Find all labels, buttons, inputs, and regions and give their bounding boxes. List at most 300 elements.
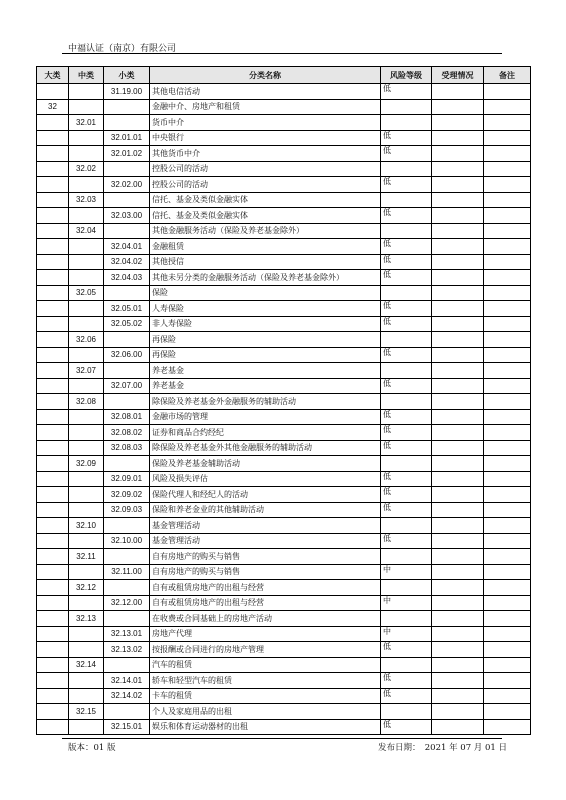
cell-risk [381,99,432,115]
cell-acceptance [432,347,484,363]
column-header-name: 分类名称 [150,67,381,84]
table-row [37,99,531,115]
cell-remarks [484,177,531,193]
cell-mid [69,425,104,441]
cell-mid [69,502,104,518]
cell-remarks [484,564,531,580]
table-row [37,239,531,255]
cell-minor [104,580,150,596]
classification-table [36,66,531,735]
cell-name: 金融中介、房地产和租赁 [150,99,381,115]
cell-remarks [484,518,531,534]
cell-major [37,642,69,658]
cell-mid [69,347,104,363]
cell-name: 货币中介 [150,115,381,131]
cell-risk: 低 [381,409,432,425]
cell-minor [104,223,150,239]
cell-remarks [484,270,531,286]
cell-risk: 低 [381,130,432,146]
cell-mid: 32.08 [69,394,104,410]
cell-mid [69,378,104,394]
cell-risk: 低 [381,301,432,317]
cell-minor [104,115,150,131]
cell-minor [104,518,150,534]
table-row [37,533,531,549]
cell-remarks [484,285,531,301]
table-row [37,518,531,534]
cell-risk: 低 [381,719,432,735]
table-row [37,378,531,394]
table-row [37,347,531,363]
cell-mid [69,533,104,549]
cell-remarks [484,580,531,596]
cell-minor: 32.06.00 [104,347,150,363]
cell-minor: 32.04.02 [104,254,150,270]
cell-remarks [484,626,531,642]
cell-mid [69,688,104,704]
cell-remarks [484,332,531,348]
cell-remarks [484,456,531,472]
cell-major [37,626,69,642]
cell-mid: 32.06 [69,332,104,348]
cell-major [37,363,69,379]
cell-remarks [484,192,531,208]
cell-remarks [484,363,531,379]
table-row [37,409,531,425]
cell-risk: 低 [381,487,432,503]
cell-remarks [484,595,531,611]
cell-acceptance [432,394,484,410]
cell-acceptance [432,471,484,487]
table-row [37,192,531,208]
cell-remarks [484,115,531,131]
cell-risk: 低 [381,239,432,255]
table-row [37,471,531,487]
cell-major [37,487,69,503]
cell-remarks [484,146,531,162]
column-header-major: 大类 [37,67,69,84]
cell-acceptance [432,177,484,193]
cell-name: 其他授信 [150,254,381,270]
cell-acceptance [432,611,484,627]
cell-name: 其他电信活动 [150,84,381,100]
cell-mid [69,471,104,487]
cell-mid: 32.12 [69,580,104,596]
cell-name: 信托、基金及类似金融实体 [150,208,381,224]
cell-remarks [484,688,531,704]
cell-risk: 低 [381,316,432,332]
cell-risk: 低 [381,378,432,394]
cell-risk [381,611,432,627]
cell-major [37,704,69,720]
footer-divider [62,738,502,739]
cell-acceptance [432,688,484,704]
cell-acceptance [432,332,484,348]
cell-remarks [484,611,531,627]
cell-major [37,301,69,317]
cell-major [37,115,69,131]
cell-name: 汽车的租赁 [150,657,381,673]
cell-acceptance [432,580,484,596]
cell-name: 再保险 [150,347,381,363]
cell-name: 自有房地产的购买与销售 [150,549,381,565]
table-row [37,208,531,224]
company-header: 中福认证（南京）有限公司 [68,44,177,54]
cell-major [37,285,69,301]
table-row [37,254,531,270]
table-row [37,688,531,704]
cell-risk [381,332,432,348]
cell-mid [69,270,104,286]
cell-name: 保险和养老金业的其他辅助活动 [150,502,381,518]
cell-major [37,239,69,255]
cell-risk [381,161,432,177]
table-row [37,146,531,162]
cell-major [37,146,69,162]
cell-acceptance [432,533,484,549]
cell-acceptance [432,549,484,565]
cell-minor: 32.08.01 [104,409,150,425]
cell-acceptance [432,363,484,379]
cell-mid [69,316,104,332]
cell-remarks [484,99,531,115]
cell-major [37,409,69,425]
cell-mid: 32.03 [69,192,104,208]
cell-risk: 低 [381,642,432,658]
cell-name: 其他未另分类的金融服务活动（保险及养老基金除外） [150,270,381,286]
column-header-mid: 中类 [69,67,104,84]
cell-name: 金融租赁 [150,239,381,255]
cell-acceptance [432,704,484,720]
header-divider [62,53,502,54]
cell-remarks [484,347,531,363]
cell-mid: 32.14 [69,657,104,673]
cell-minor [104,704,150,720]
cell-name: 证券和商品合约经纪 [150,425,381,441]
cell-risk: 低 [381,471,432,487]
cell-name: 按报酬或合同进行的房地产管理 [150,642,381,658]
cell-acceptance [432,285,484,301]
cell-minor [104,99,150,115]
cell-mid [69,99,104,115]
cell-major [37,688,69,704]
cell-minor [104,549,150,565]
cell-name: 轿车和轻型汽车的租赁 [150,673,381,689]
cell-risk [381,704,432,720]
cell-mid: 32.13 [69,611,104,627]
cell-remarks [484,84,531,100]
table-row [37,223,531,239]
cell-mid: 32.05 [69,285,104,301]
cell-acceptance [432,208,484,224]
table-row [37,564,531,580]
cell-name: 风险及损失评估 [150,471,381,487]
table-row [37,657,531,673]
cell-acceptance [432,115,484,131]
cell-mid: 32.15 [69,704,104,720]
cell-mid [69,595,104,611]
cell-minor: 32.11.00 [104,564,150,580]
cell-acceptance [432,301,484,317]
table-row [37,394,531,410]
cell-risk [381,518,432,534]
cell-acceptance [432,626,484,642]
cell-major [37,564,69,580]
cell-minor: 32.01.01 [104,130,150,146]
cell-mid [69,84,104,100]
cell-name: 基金管理活动 [150,518,381,534]
table-row [37,130,531,146]
cell-remarks [484,502,531,518]
column-header-remarks: 备注 [484,67,531,84]
cell-major: 32 [37,99,69,115]
cell-minor [104,456,150,472]
cell-name: 除保险及养老基金外金融服务的辅助活动 [150,394,381,410]
cell-risk: 中 [381,564,432,580]
cell-remarks [484,161,531,177]
cell-mid: 32.11 [69,549,104,565]
cell-remarks [484,254,531,270]
cell-remarks [484,533,531,549]
cell-minor: 32.09.03 [104,502,150,518]
table-row [37,502,531,518]
table-row [37,487,531,503]
cell-acceptance [432,146,484,162]
cell-remarks [484,642,531,658]
cell-minor [104,332,150,348]
cell-minor: 32.10.00 [104,533,150,549]
cell-major [37,533,69,549]
cell-minor: 32.12.00 [104,595,150,611]
cell-mid [69,146,104,162]
table-row [37,611,531,627]
cell-mid: 32.01 [69,115,104,131]
cell-mid [69,254,104,270]
cell-risk: 中 [381,595,432,611]
cell-major [37,673,69,689]
cell-acceptance [432,440,484,456]
table-row [37,161,531,177]
cell-mid [69,130,104,146]
cell-risk [381,549,432,565]
cell-minor: 32.08.02 [104,425,150,441]
cell-risk [381,657,432,673]
cell-mid: 32.02 [69,161,104,177]
cell-mid: 32.09 [69,456,104,472]
cell-minor: 32.09.01 [104,471,150,487]
cell-risk [381,285,432,301]
table-row [37,704,531,720]
table-row [37,84,531,100]
cell-major [37,440,69,456]
table-row [37,332,531,348]
table-row [37,580,531,596]
cell-minor [104,611,150,627]
cell-acceptance [432,564,484,580]
cell-name: 自有或租赁房地产的出租与经营 [150,595,381,611]
cell-minor: 32.07.00 [104,378,150,394]
cell-minor [104,192,150,208]
cell-remarks [484,316,531,332]
table-row [37,316,531,332]
cell-acceptance [432,642,484,658]
cell-major [37,394,69,410]
cell-mid [69,487,104,503]
cell-mid: 32.07 [69,363,104,379]
cell-risk [381,394,432,410]
cell-minor [104,394,150,410]
column-header-acceptance: 受理情况 [432,67,484,84]
cell-risk: 低 [381,254,432,270]
cell-minor [104,657,150,673]
cell-mid: 32.10 [69,518,104,534]
table-row [37,595,531,611]
cell-mid [69,177,104,193]
cell-acceptance [432,425,484,441]
cell-name: 信托、基金及类似金融实体 [150,192,381,208]
cell-risk: 低 [381,502,432,518]
cell-risk: 低 [381,177,432,193]
cell-major [37,502,69,518]
cell-minor: 32.13.02 [104,642,150,658]
cell-remarks [484,394,531,410]
cell-name: 非人寿保险 [150,316,381,332]
cell-name: 个人及家庭用品的出租 [150,704,381,720]
cell-name: 娱乐和体育运动器材的出租 [150,719,381,735]
cell-major [37,657,69,673]
table-row [37,626,531,642]
cell-remarks [484,378,531,394]
cell-major [37,425,69,441]
cell-major [37,611,69,627]
cell-minor: 32.02.00 [104,177,150,193]
cell-mid [69,409,104,425]
table-row [37,285,531,301]
table-row [37,440,531,456]
cell-risk: 低 [381,270,432,286]
cell-major [37,161,69,177]
cell-mid [69,673,104,689]
cell-remarks [484,425,531,441]
cell-acceptance [432,161,484,177]
cell-mid [69,301,104,317]
cell-name: 保险代理人和经纪人的活动 [150,487,381,503]
cell-remarks [484,657,531,673]
column-header-minor: 小类 [104,67,150,84]
cell-name: 保险 [150,285,381,301]
table-row [37,270,531,286]
cell-remarks [484,719,531,735]
cell-acceptance [432,378,484,394]
cell-minor: 32.13.01 [104,626,150,642]
cell-risk [381,115,432,131]
column-header-risk: 风险等级 [381,67,432,84]
cell-remarks [484,409,531,425]
cell-acceptance [432,456,484,472]
cell-name: 中央银行 [150,130,381,146]
cell-name: 控股公司的活动 [150,177,381,193]
cell-risk: 低 [381,84,432,100]
cell-risk [381,223,432,239]
cell-risk: 低 [381,688,432,704]
cell-acceptance [432,254,484,270]
cell-acceptance [432,409,484,425]
cell-name: 养老基金 [150,363,381,379]
cell-risk: 低 [381,673,432,689]
table-row [37,642,531,658]
cell-name: 自有房地产的购买与销售 [150,564,381,580]
cell-name: 人寿保险 [150,301,381,317]
cell-risk: 低 [381,533,432,549]
cell-acceptance [432,270,484,286]
cell-name: 金融市场的管理 [150,409,381,425]
table-row [37,673,531,689]
cell-major [37,223,69,239]
cell-major [37,270,69,286]
cell-minor: 32.15.01 [104,719,150,735]
cell-name: 房地产代理 [150,626,381,642]
cell-acceptance [432,518,484,534]
cell-acceptance [432,84,484,100]
cell-acceptance [432,130,484,146]
cell-major [37,316,69,332]
cell-risk [381,580,432,596]
cell-minor: 32.14.02 [104,688,150,704]
cell-mid [69,208,104,224]
cell-remarks [484,301,531,317]
cell-risk [381,363,432,379]
table-row [37,719,531,735]
cell-risk: 低 [381,347,432,363]
cell-mid [69,626,104,642]
cell-acceptance [432,502,484,518]
cell-remarks [484,673,531,689]
cell-minor: 32.03.00 [104,208,150,224]
cell-risk: 低 [381,208,432,224]
cell-name: 再保险 [150,332,381,348]
table-body [37,84,531,735]
cell-minor: 32.04.03 [104,270,150,286]
cell-minor [104,161,150,177]
cell-major [37,595,69,611]
cell-remarks [484,487,531,503]
cell-remarks [484,208,531,224]
cell-major [37,580,69,596]
cell-minor [104,363,150,379]
cell-name: 卡车的租赁 [150,688,381,704]
cell-major [37,456,69,472]
cell-minor [104,285,150,301]
cell-minor: 32.09.02 [104,487,150,503]
cell-acceptance [432,487,484,503]
cell-acceptance [432,673,484,689]
table-row [37,301,531,317]
table-row [37,549,531,565]
cell-minor: 32.04.01 [104,239,150,255]
cell-minor: 32.05.02 [104,316,150,332]
cell-major [37,254,69,270]
cell-minor: 32.05.01 [104,301,150,317]
cell-acceptance [432,192,484,208]
release-date: 发布日期： 2021 年 07 月 01 日 [378,743,508,753]
table-row [37,456,531,472]
cell-major [37,549,69,565]
cell-minor: 32.08.03 [104,440,150,456]
cell-risk [381,456,432,472]
cell-remarks [484,549,531,565]
version-label: 版本：01 版 [68,743,116,753]
cell-major [37,378,69,394]
